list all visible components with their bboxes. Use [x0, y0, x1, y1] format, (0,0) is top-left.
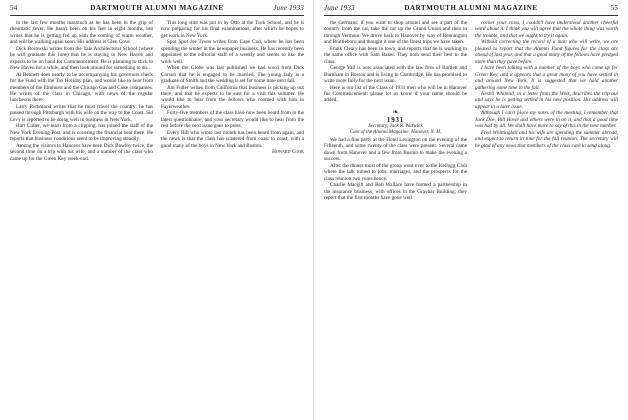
- paragraph: George Vail is now associated with the law firm of Bartlett and Burnham in Boston and is living in Cambridge. He has promised to write more fully for the next issue.: [324, 65, 467, 85]
- right-page: [314, 0, 628, 420]
- header-rule: [324, 15, 618, 16]
- paragraph: Although I can't place my notes of the meeting, I remember that Jack Doe, Bill Howe and others were in on it, and that a good time was had by all. We shall have more to say of this in the next number.: [475, 110, 618, 130]
- paragraph: Fred Whittinghill and his wife are spending the summer abroad, and expect to return in time for the fall reunion. The secretary will be glad of any news that members of the class care to send along.: [475, 129, 618, 149]
- paragraph: corner your class, I couldn't have understood another cheerful word about it. I think you will agree that the whole thing was worth the trouble, and that we ought to try it again.: [475, 20, 618, 39]
- page-number: 54: [10, 4, 18, 12]
- column-1: [324, 20, 467, 416]
- issue-date: June 1933: [273, 4, 304, 12]
- paragraph: Here is our list of the Class of 1931 men who will be in Hanover for Commencement: please let us know if your name should be added.: [324, 84, 467, 104]
- paragraph: When the Globe was last published we had word from Dick Corson that he is engaged to be married. The young lady is a graduate of Smith and the wedding is set for some time next fall.: [161, 65, 304, 85]
- column-1: [10, 20, 153, 416]
- paragraph: Among the visitors to Hanover have been Dick Bowlby twice, the second time on a trip with his wife, and a number of the class who came up for the Green Key week-end.: [10, 142, 153, 162]
- paragraph: We had a fine party at the Hotel Lexington on the evening of the Fifteenth, and some twenty of the class were present. Several came down from Hanover and a few from Boston to make the evening a success.: [324, 136, 467, 163]
- column-2: [161, 20, 304, 416]
- class-secretary: Secretary, Jack R. Warwick: [368, 123, 423, 129]
- signature: Howard Cook: [272, 149, 304, 156]
- magazine-title: DARTMOUTH ALUMNI MAGAZINE: [404, 4, 538, 12]
- paragraph: Al Bennett does nearly to be accompanying his governors check for the Fund with the Tax Holiday plan, and would like to hear from members of the Elmhurst and the Chicago Gas and Coke companies. He writes of the class in Chicago, with news of the regular luncheons there.: [10, 71, 153, 104]
- paragraph: Spot Spot Joe Tyson writes from Cape Cod, where he has been spending the winter in the newspaper business. He has recently been appointed to the editorial staff of a weekly and seems to like the work well.: [161, 39, 304, 65]
- paragraph: the Germans; if you want to shop around and see a part of the country from the car, take the car up the Grand Union and then in through Vermont. We drove back to Hanover by way of Bennington and Brattleboro and thought it one of the finest trips we have taken.: [324, 20, 467, 46]
- paragraph: Dick Borowski writes from the Yale Architectural School (where he will graduate this June) that he is staying in New Haven and expects to be on hand for Commencement. He is planning to stick to New Haven for a while, and then look around for something to do.: [10, 45, 153, 72]
- columns: [324, 20, 618, 416]
- paragraph: I have been talking with a number of the boys who came up for Green Key, and it appears that a great many of you have settled in and around New York. It is suggested that we hold another gathering some time in the fall.: [475, 65, 618, 91]
- page-number: 55: [610, 4, 618, 12]
- columns: [10, 20, 304, 416]
- paragraph: Forty-five members of the class have now been heard from in the latest questionnaire, and your secretary would like to hear from the rest before the next issue goes to press.: [161, 110, 304, 130]
- paragraph: Larry Richmond writes that he must travel the country; he has passed through Pittsburgh with his wife on the way to the Coast. Sid Levy is reported to be doing well in business in New York.: [10, 103, 153, 123]
- class-year-title: 1931: [386, 115, 405, 124]
- paragraph: Charlie Macgill and Bob Wallace have formed a partnership in the insurance business, with offices in the Graybar Building; they report that the first months have gone well.: [324, 182, 467, 201]
- paragraph: Hart Cutler, we learn from a clipping, has joined the staff of the New York Evening Post, and is covering the financial beat there. He reports that business conditions seem to be improving steadily.: [10, 123, 153, 143]
- issue-date: June 1933: [324, 4, 355, 12]
- paragraph: in the last few months inasmuch as he has been in the grip of rheumatic fever. He hasn't been on his feet in eight months, but writes that he is getting fed up with the coming of warm weather, and will be walking again soon. His address is Glen Cove.: [10, 20, 153, 46]
- ornament-icon: ❧: [392, 107, 399, 116]
- column-2: [475, 20, 618, 416]
- paragraph: Frank Cleary has been in town, and reports that he is working in the same office with Sam Baker. They both send their best to the class.: [324, 45, 467, 65]
- paragraph: Without correcting the record of a man who will write, we are pleased to report that the Alumni Fund figures for the class are ahead of last year, and that a good many of the fellows have pledged more than they gave before.: [475, 39, 618, 65]
- paragraph: After the dinner most of the group went over to the Kellogg Club where the talk turned to jobs, marriages, and the prospects for the class reunion two years hence.: [324, 162, 467, 182]
- class-address: Care of the Alumni Magazine, Hanover, N. H.: [349, 129, 442, 135]
- paragraph: This long stint was put in by Otto at the Tuck School, and he is now preparing for his final examinations, after which he hopes to get work in New York.: [161, 20, 304, 39]
- class-section-heading: [324, 108, 467, 136]
- header-rule: [10, 15, 304, 16]
- paragraph: Nesbit Whitnall, in a letter from the West, describes the trip out and says he is getting settled in his new position. His address will appear in a later issue.: [475, 90, 618, 110]
- magazine-title: DARTMOUTH ALUMNI MAGAZINE: [90, 4, 224, 12]
- paragraph: Jim Fuller writes from California that business is picking up out there, and that he expects to be east for a visit this summer. He would like to hear from the fellows who roomed with him in Fayerweather.: [161, 84, 304, 110]
- paragraph: Every Bill who wrote last month has been heard from again, and the news is that the class has scattered from coast to coast, with a good many of the boys in New York and Boston.: [161, 129, 304, 149]
